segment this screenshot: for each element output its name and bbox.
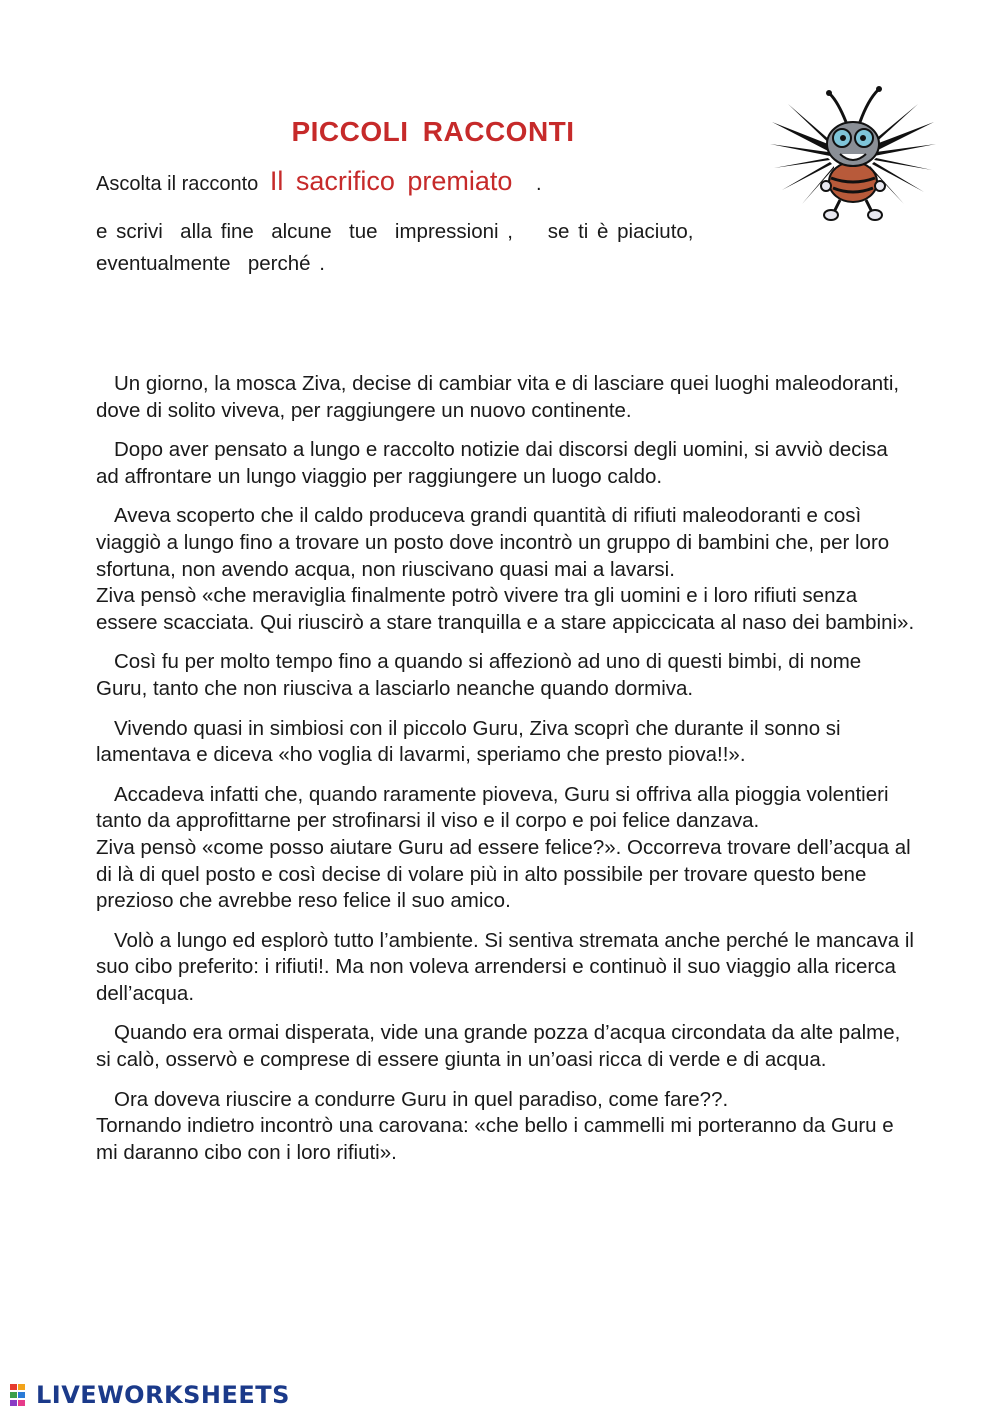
story-paragraph: Tornando indietro incontrò una carovana: «che bello i cammelli mi porteranno da Guru e mi daranno cibo con i loro rifiuti». [96,1114,894,1164]
cartoon-fly-icon [768,82,938,227]
trailing-dot: . [536,173,542,195]
story-paragraph: Vivendo quasi in simbiosi con il piccolo Guru, Ziva scoprì che durante il sonno si lamentava e diceva «ho voglia di lavarmi, speriamo che presto piova!!». [96,716,841,767]
story-title: Il sacrifico premiato [269,166,513,196]
listen-instruction [96,166,542,197]
instructions-line-2: eventualmente perché . [96,252,325,275]
story-paragraph: Dopo aver pensato a lungo e raccolto notizie dai discorsi degli uomini, si avviò decisa ad affrontare un lungo viaggio per raggiungere un luogo caldo. [96,438,888,488]
page-title: PICCOLI RACCONTI [291,116,575,147]
liveworksheets-logo-icon [8,1382,32,1408]
writing-instructions [96,216,736,280]
instructions-line-1: e scrivi alla fine alcune tue impressioni , se ti è piaciuto, [96,220,694,243]
story-paragraph: Volò a lungo ed esplorò tutto l’ambiente. Si sentiva stremata anche perché le mancava il suo cibo preferito: i rifiuti!. Ma non voleva arrendersi e continuò il suo viaggio alla ricerca dell’acqua. [96,928,914,1005]
story-body [96,371,916,1179]
story-paragraph: Ziva pensò «che meraviglia finalmente potrò vivere tra gli uomini e i loro rifiuti senza essere scacciata. Qui riuscirò a stare tranquilla e a stare appiccicata al naso dei bambini». [96,584,915,634]
story-paragraph: Ora doveva riuscire a condurre Guru in quel paradiso, come fare??. [114,1087,729,1111]
listen-prefix: Ascolta il racconto [96,173,259,195]
story-paragraph: Un giorno, la mosca Ziva, decise di cambiar vita e di lasciare quei luoghi maleodoranti, dove di solito viveva, per raggiungere un nuovo continente. [96,372,900,422]
liveworksheets-footer [8,1381,290,1409]
story-paragraph: Ziva pensò «come posso aiutare Guru ad essere felice?». Occorreva trovare dell’acqua al di là di quel posto e così decise di volare più in alto possibile per trovare questo bene prezioso che avrebbe reso felice il suo amico. [96,835,911,913]
brand-name: LIVEWORKSHEETS [36,1381,290,1409]
story-paragraph: Aveva scoperto che il caldo produceva grandi quantità di rifiuti maleodoranti e così viaggiò a lungo fino a trovare un posto dove incontrò un gruppo di bambini che, per loro sfortuna, non avendo acqua, non riuscivano quasi mai a lavarsi. [96,504,890,581]
story-paragraph: Così fu per molto tempo fino a quando si affezionò ad uno di questi bimbi, di nome Guru, tanto che non riusciva a lasciarlo neanche quando dormiva. [96,650,862,700]
story-paragraph: Accadeva infatti che, quando raramente pioveva, Guru si offriva alla pioggia volentieri tanto da approfittarne per strofinarsi il viso e il corpo e poi felice danzava. [96,782,889,833]
story-paragraph: Quando era ormai disperata, vide una grande pozza d’acqua circondata da alte palme, si calò, osservò e comprese di essere giunta in un’oasi ricca di verde e di acqua. [96,1021,901,1072]
